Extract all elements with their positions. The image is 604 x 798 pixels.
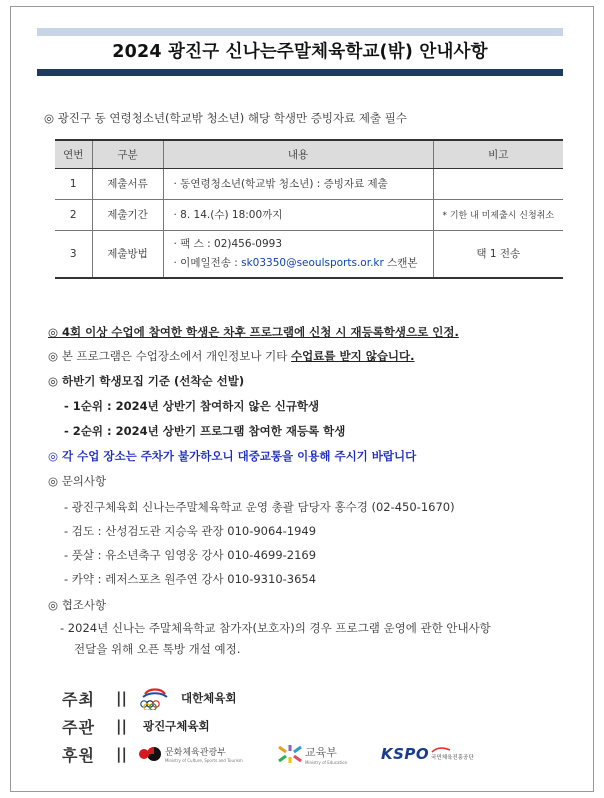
email-suffix: 스캔본 (383, 256, 418, 269)
kspo-logo (381, 745, 474, 763)
notice-no-fee-prefix: ◎ 본 프로그램은 수업장소에서 개인정보나 기타 (48, 349, 292, 363)
row-content: · 동연령청소년(학교밖 청소년) : 증빙자료 제출 (163, 168, 433, 199)
korea-sports-council-logo-icon (135, 686, 175, 710)
rank-1: - 1순위 : 2024년 상반기 참여하지 않은 신규학생 (64, 399, 320, 413)
inquiry-item: - 광진구체육회 신나는주말체육학교 운영 총괄 담당자 홍수경 (02-450-1670) (64, 500, 455, 514)
row-remark: 택 1 전송 (433, 230, 563, 278)
host-label: 주최 (62, 689, 95, 709)
title-band-bottom (37, 69, 563, 76)
moe-name: 교육부 (304, 745, 337, 759)
notice-reregistration: ◎ 4회 이상 수업에 참여한 학생은 차후 프로그램에 신청 시 재등록학생으로 인정. (48, 325, 459, 339)
table-row (55, 199, 563, 230)
separator: || (116, 689, 127, 707)
moe-emblem-icon (275, 743, 305, 765)
moe-text (305, 744, 347, 765)
row-category: 제출서류 (92, 168, 163, 199)
intro-note: ◎ 광진구 동 연령청소년(학교밖 청소년) 해당 학생만 증빙자료 제출 필수 (44, 111, 407, 125)
row-category: 제출방법 (92, 230, 163, 278)
organizer-name: 광진구체육회 (142, 719, 210, 733)
kspo-sub: 국민체육진흥공단 (431, 755, 474, 761)
host-name: 대한체육회 (180, 691, 237, 705)
notice-no-fee (48, 348, 415, 364)
row-content (163, 230, 433, 278)
sponsor-organizer-row (62, 714, 210, 738)
row-no: 1 (55, 168, 92, 199)
separator: || (116, 717, 127, 735)
page-title: 2024 광진구 신나는주말체육학교(밖) 안내사항 (112, 42, 488, 62)
header-remark: 비고 (433, 140, 563, 168)
email-line (174, 254, 433, 273)
notice-parking: ◎ 각 수업 장소는 주차가 불가하오니 대중교통을 이용해 주시기 바랍니다 (48, 449, 417, 463)
coop-line: 전달을 위해 오픈 톡방 개설 예정. (74, 642, 241, 656)
table-header-row (55, 140, 563, 168)
header-content: 내용 (163, 140, 433, 168)
table-row (55, 168, 563, 199)
inquiry-title: ◎ 문의사항 (48, 474, 107, 488)
notice-no-fee-emph: 수업료를 받지 않습니다. (291, 349, 415, 363)
header-category: 구분 (92, 140, 163, 168)
organizer-label: 주관 (62, 717, 95, 737)
inquiry-item: - 카약 : 레저스포츠 원주연 강사 010-9310-3654 (64, 572, 317, 586)
notice-recruit-criteria: ◎ 하반기 학생모집 기준 (선착순 선발) (48, 374, 245, 388)
row-no: 2 (55, 199, 92, 230)
submission-table (55, 139, 563, 279)
title-band-top (37, 28, 563, 36)
row-no: 3 (55, 230, 92, 278)
support-label: 후원 (62, 745, 95, 765)
mcst-logo (135, 745, 255, 763)
row-remark (433, 168, 563, 199)
row-remark: * 기한 내 미제출시 신청취소 (433, 199, 563, 230)
email-prefix: · 이메일전송 : (173, 256, 242, 269)
moe-name-en: Ministry of Education (304, 759, 348, 765)
coop-title: ◎ 협조사항 (48, 598, 107, 612)
table-row (55, 230, 563, 278)
moe-logo (275, 743, 375, 765)
mcst-text (165, 745, 243, 763)
inquiry-item: - 검도 : 산성검도관 지승욱 관장 010-9064-1949 (64, 524, 317, 538)
separator: || (116, 745, 127, 763)
kspo-wordmark: KSPO (380, 745, 430, 763)
fax-line: · 팩 스 : 02)456-0993 (173, 237, 283, 250)
sponsor-host-row (62, 686, 237, 710)
kspo-sub-wrap (431, 747, 474, 761)
inquiry-item: - 풋살 : 유소년축구 임영웅 강사 010-4699-2169 (64, 548, 317, 562)
header-no: 연번 (55, 140, 92, 168)
email-link[interactable]: sk03350@seoulsports.or.kr (241, 256, 384, 269)
rank-2: - 2순위 : 2024년 상반기 프로그램 참여한 재등록 학생 (64, 424, 346, 438)
mcst-name: 문화체육관광부 (164, 748, 226, 758)
mcst-emblem-icon (135, 745, 165, 763)
row-category: 제출기간 (92, 199, 163, 230)
row-content: · 8. 14.(수) 18:00까지 (163, 199, 433, 230)
sponsor-support-row (62, 742, 474, 766)
coop-line: - 2024년 신나는 주말체육학교 참가자(보호자)의 경우 프로그램 운영에 관한 안내사항 (60, 621, 491, 635)
mcst-name-en: Ministry of Culture, Sports and Tourism (164, 758, 243, 763)
